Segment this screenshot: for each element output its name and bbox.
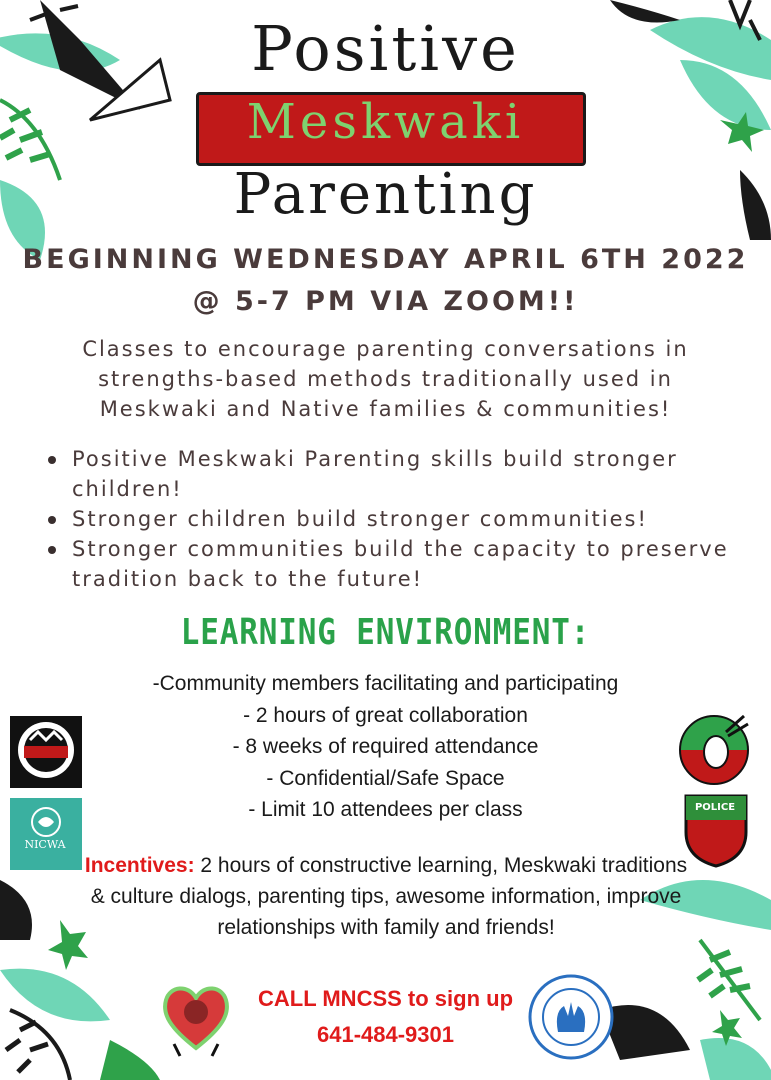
- schedule-time: @ 5-7 PM VIA ZOOM!!: [192, 286, 579, 317]
- nicwa-logo-label: NICWA: [24, 838, 66, 851]
- intro-paragraph: [0, 334, 771, 424]
- list-item: - 8 weeks of required attendance: [232, 735, 539, 758]
- incentives-paragraph: [80, 850, 692, 943]
- incentives-label: Incentives:: [84, 854, 195, 877]
- phone-number[interactable]: 641-484-9301: [316, 1022, 454, 1047]
- meskwaki-logo-icon: [10, 716, 82, 788]
- learning-environment-heading: LEARNING ENVIRONMENT:: [180, 612, 591, 653]
- meskwaki-warrior-logo-icon: [678, 712, 750, 786]
- heart-logo-icon: [160, 978, 232, 1058]
- intro-line: strengths-based methods traditionally used in: [98, 367, 673, 391]
- list-item: -Community members facilitating and participating: [152, 672, 619, 695]
- title-parenting: Parenting: [233, 162, 538, 227]
- intro-line: Classes to encourage parenting conversations in: [82, 337, 689, 361]
- list-item: Stronger communities build the capacity to preserve tradition back to the future!: [46, 534, 746, 594]
- incentives-text: 2 hours of constructive learning, Meskwaki traditions & culture dialogs, parenting tips, awesome information, improve relationships with family and friends!: [90, 854, 688, 939]
- list-item: - Confidential/Safe Space: [266, 766, 505, 790]
- list-item: Positive Meskwaki Parenting skills build stronger children!: [46, 444, 746, 504]
- police-badge-label: POLICE: [694, 802, 736, 813]
- list-item: Stronger children build stronger communities!: [46, 504, 746, 534]
- list-item: - 2 hours of great collaboration: [243, 703, 528, 727]
- intro-line: Meskwaki and Native families & communities!: [99, 397, 672, 421]
- title-positive: Positive: [251, 12, 520, 85]
- list-item: - Limit 10 attendees per class: [248, 798, 523, 821]
- benefits-list: [46, 444, 746, 594]
- schedule-date: BEGINNING WEDNESDAY APRIL 6TH 2022: [22, 244, 749, 275]
- elders-circle-logo-icon: [528, 974, 614, 1060]
- call-to-action: CALL MNCSS to sign up: [257, 986, 514, 1011]
- nicwa-logo-icon: [10, 798, 82, 870]
- title-meskwaki: Meskwaki: [246, 94, 525, 150]
- learning-environment-list: [0, 668, 771, 826]
